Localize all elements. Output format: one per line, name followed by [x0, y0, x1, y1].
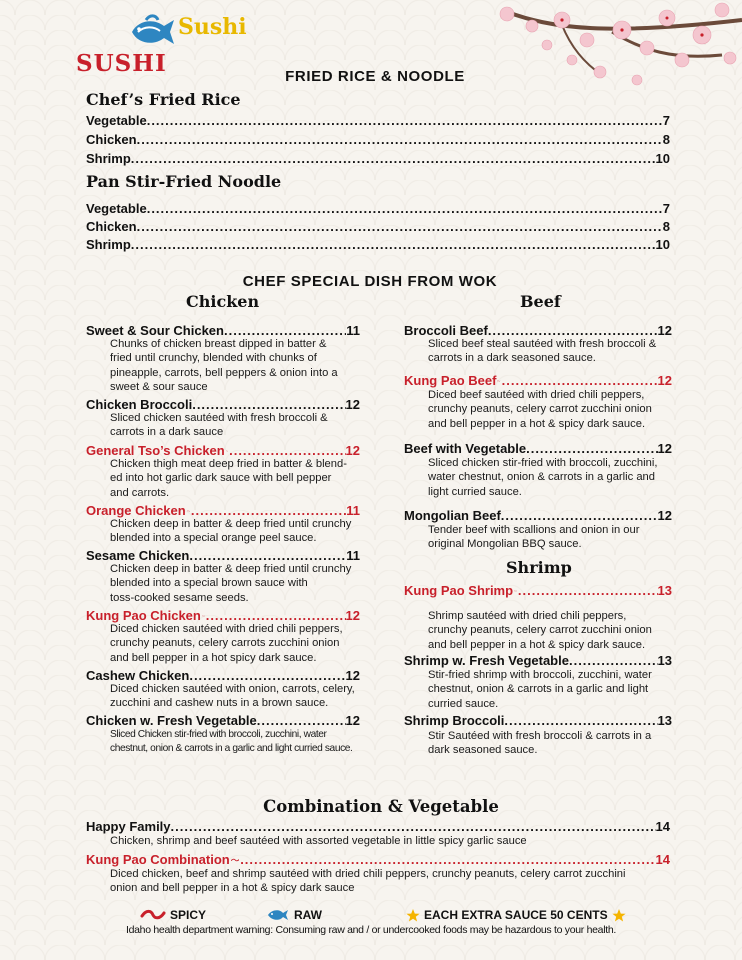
section-title-fried-rice-noodle: FRIED RICE & NOODLE — [285, 68, 465, 85]
legend-spicy — [140, 908, 206, 922]
logo-bottom-text: SUSHI — [76, 50, 167, 77]
heading-chicken: Chicken — [186, 292, 260, 311]
logo — [76, 10, 251, 80]
health-warning: Idaho health department warning: Consuming raw and / or undercooked foods may be hazardous to your health. — [125, 924, 617, 936]
menu-item: Mongolian Beef ..... 12 — [404, 508, 672, 523]
menu-item: Cashew Chicken ..... 12 — [86, 668, 360, 683]
chili-pepper-icon — [140, 909, 166, 921]
logo-top-text: Sushi — [178, 14, 247, 40]
item-description: Chicken deep in batter & deep fried until crunchy blended into a special orange peel sauce. — [110, 518, 352, 545]
item-description: Sliced chicken stir-fried with broccoli, zucchini, water chestnut, onion & carrots in a garlic and light curried sauce. — [428, 457, 658, 498]
item-description: Diced chicken sautéed with onion, carrots, celery, zucchini and cashew nuts in a brown sauce. — [110, 683, 355, 710]
menu-item-spicy: Kung Pao Chicken ..... 12 — [86, 608, 360, 623]
item-description: Sliced beef steal sautéed with fresh broccoli & carrots in a dark seasoned sauce. — [428, 338, 657, 365]
heading-combination-vegetable: Combination & Vegetable — [263, 797, 499, 816]
menu-item: Shrimp ..... 10 — [86, 151, 670, 166]
star-icon — [406, 909, 420, 922]
menu-item-spicy: Orange Chicken ..... 11 — [86, 503, 360, 518]
menu-item: Shrimp w. Fresh Vegetable ..... 13 — [404, 653, 672, 668]
menu-item-spicy: General Tso’s Chicken ..... 12 — [86, 443, 360, 458]
chili-pepper-icon — [514, 587, 517, 595]
item-description: Diced chicken sautéed with dried chili peppers, crunchy peanuts, celery carrots zucchini onion and bell pepper in a hot spicy dark sauce. — [110, 623, 343, 664]
menu-item: Chicken Broccoli ..... 12 — [86, 397, 360, 412]
item-description: Diced beef sautéed with dried chili peppers, crunchy peanuts, celery carrot zucchini onion and bell pepper in a hot & spicy dark sauce. — [428, 389, 652, 430]
menu-item: Happy Family ..... 14 — [86, 819, 670, 834]
heading-pan-stir-fried-noodle: Pan Stir-Fried Noodle — [86, 172, 282, 191]
item-description: Chunks of chicken breast dipped in batter & fried until crunchy, blended with chunks of pineapple, carrots, bell peppers & onion into a sweet & sour sauce — [110, 338, 338, 393]
item-description: Stir Sautéed with fresh broccoli & carrots in a dark seasoned sauce. — [428, 730, 652, 757]
item-description: Stir-fried shrimp with broccoli, zucchini, water chestnut, onion & carrots in a garlic and light curried sauce. — [428, 669, 652, 710]
item-description: Shrimp sautéed with dried chili peppers, crunchy peanuts, celery carrot zucchini onion and bell pepper in a hot & spicy dark sauce. — [428, 610, 652, 651]
chili-pepper-icon — [202, 612, 205, 620]
section-title-wok: CHEF SPECIAL DISH FROM WOK — [242, 273, 498, 290]
item-description: Tender beef with scallions and onion in our original Mongolian BBQ sauce. — [428, 524, 640, 551]
chili-pepper-icon — [231, 856, 239, 864]
legend-raw — [266, 908, 322, 922]
menu-item: Sweet & Sour Chicken ..... 11 — [86, 323, 360, 338]
item-description: Sliced chicken sautéed with fresh broccoli & carrots in a dark sauce — [110, 412, 328, 439]
chili-pepper-icon — [187, 507, 190, 515]
item-description: Chicken thigh meat deep fried in batter & blend- ed into hot garlic dark sauce with bell pepper and carrots. — [110, 458, 347, 499]
heading-chefs-fried-rice: Chef’s Fried Rice — [86, 90, 241, 109]
menu-item: Vegetable ..... 7 — [86, 201, 670, 216]
fish-icon — [128, 14, 176, 52]
item-description: Diced chicken, beef and shrimp sautéed with dried chili peppers, crunchy peanuts, celery carrot zucchini onion and bell pepper in a hot & spicy dark sauce — [110, 868, 626, 895]
legend-extra-sauce-label: EACH EXTRA SAUCE 50 CENTS — [424, 908, 608, 922]
menu-item-spicy: Kung Pao Beef ..... 12 — [404, 373, 672, 388]
chili-pepper-icon — [497, 377, 500, 385]
fish-icon — [266, 908, 290, 922]
menu-item: Chicken ..... 8 — [86, 219, 670, 234]
item-description: Sliced Chicken stir-fried with broccoli, zucchini, water chestnut, onion & carrots in a garlic and light curried sauce. — [110, 729, 353, 755]
star-icon — [612, 909, 626, 922]
menu-item-spicy: Kung Pao Combination ..... 14 — [86, 852, 670, 867]
legend-spicy-label: SPICY — [170, 908, 207, 922]
menu-item-spicy: Kung Pao Shrimp ..... 13 — [404, 583, 672, 598]
heading-shrimp: Shrimp — [506, 558, 572, 577]
menu-item: Beef with Vegetable ..... 12 — [404, 441, 672, 456]
item-description: Chicken, shrimp and beef sautéed with assorted vegetable in little spicy garlic sauce — [110, 835, 527, 847]
item-description: Chicken deep in batter & deep fried until crunchy blended into a special brown sauce with toss-cooked sesame seeds. — [110, 563, 352, 604]
legend-raw-label: RAW — [294, 908, 322, 922]
menu-item: Broccoli Beef ..... 12 — [404, 323, 672, 338]
heading-beef: Beef — [520, 292, 561, 311]
legend-extra-sauce — [406, 908, 626, 922]
menu-item: Shrimp Broccoli ..... 13 — [404, 713, 672, 728]
menu-item: Shrimp ..... 10 — [86, 237, 670, 252]
menu-item: Chicken ..... 8 — [86, 132, 670, 147]
menu-item: Sesame Chicken ..... 11 — [86, 548, 360, 563]
menu-item: Vegetable ..... 7 — [86, 113, 670, 128]
menu-item: Chicken w. Fresh Vegetable ..... 12 — [86, 713, 360, 728]
chili-pepper-icon — [226, 447, 228, 455]
